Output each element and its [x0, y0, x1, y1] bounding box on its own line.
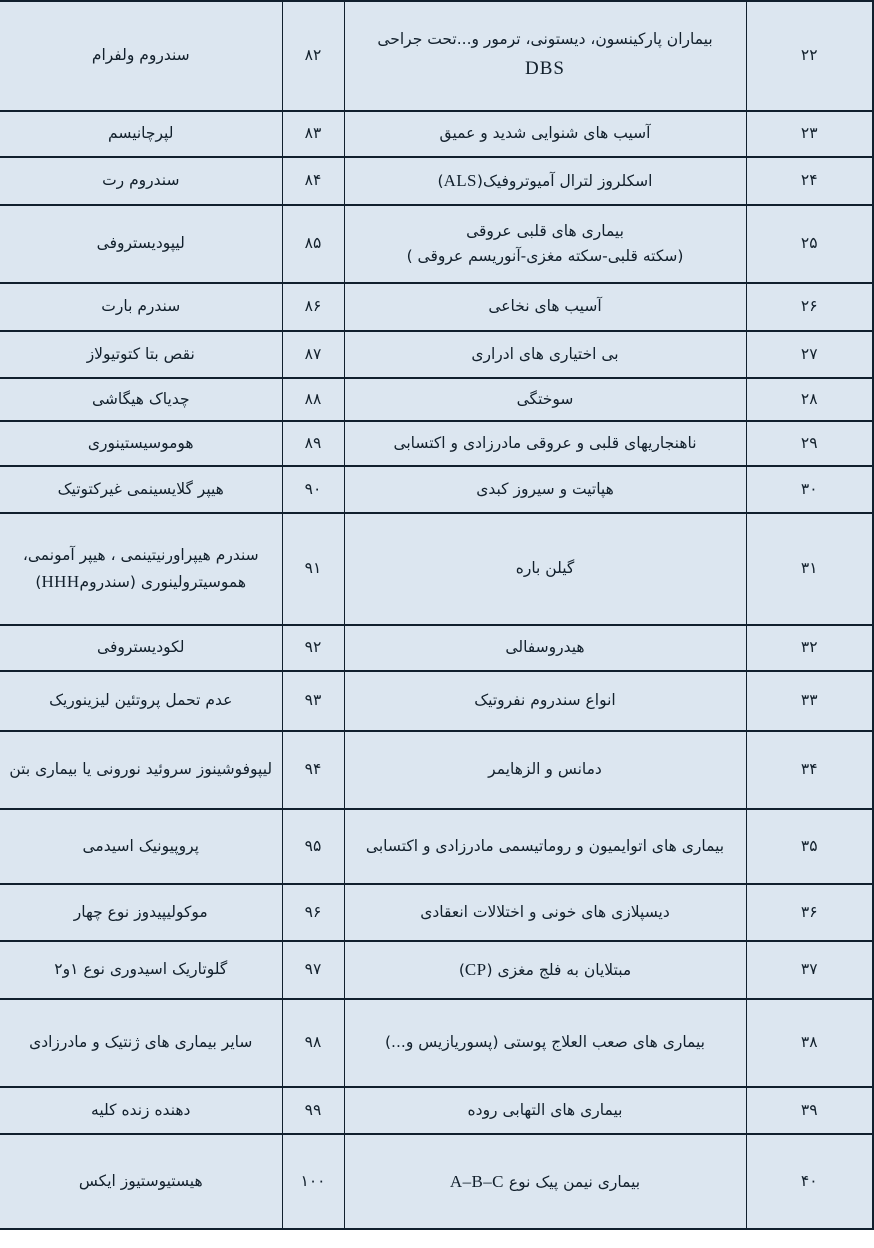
table-row [0, 884, 873, 941]
cell-name-left: چدیاک هیگاشی [0, 378, 282, 421]
cell-name-left: گلوتاریک اسیدوری نوع ۱و۲ [0, 941, 282, 999]
cell-index-right: ۲۶ [746, 283, 873, 331]
cell-name-right: ناهنجاریهای قلبی و عروقی مادرزادی و اکتسابی [344, 421, 746, 466]
table-row [0, 111, 873, 157]
latin-abbreviation: A–B–C [449, 1171, 504, 1191]
cell-name-right: آسیب های شنوایی شدید و عمیق [344, 111, 746, 157]
latin-abbreviation: CP [464, 960, 487, 980]
cell-name-left: دهنده زنده کلیه [0, 1087, 282, 1134]
cell-name-right-line2: (سکته قلبی-سکته مغزی-آنوریسم عروقی ) [406, 247, 684, 265]
table-row [0, 941, 873, 999]
cell-name-left: لکودیستروفی [0, 625, 282, 671]
cell-name-left: لیپودیستروفی [0, 205, 282, 283]
table-row [0, 331, 873, 378]
cell-name-right: آسیب های نخاعی [344, 283, 746, 331]
table-body [0, 1, 873, 1229]
table-row [0, 625, 873, 671]
cell-index-right: ۳۵ [746, 809, 873, 884]
cell-name-left: موکولیپیدوز نوع چهار [0, 884, 282, 941]
cell-index-right: ۳۲ [746, 625, 873, 671]
cell-index-left: ۹۴ [282, 731, 344, 809]
table-row [0, 283, 873, 331]
table-row [0, 513, 873, 625]
latin-abbreviation: HHH [41, 571, 80, 591]
cell-name-left: هیپر گلایسینمی غیرکتوتیک [0, 466, 282, 513]
cell-name-right: بیماری های قلبی عروقی (سکته قلبی-سکته مغزی-آنوریسم عروقی ) [344, 205, 746, 283]
cell-index-left: ۹۹ [282, 1087, 344, 1134]
cell-name-left: سندروم رت [0, 157, 282, 205]
table-row [0, 205, 873, 283]
cell-index-left: ۸۸ [282, 378, 344, 421]
cell-name-right: بیماری های صعب العلاج پوستی (پسوریازیس و...) [344, 999, 746, 1087]
cell-index-left: ۸۷ [282, 331, 344, 378]
table-row [0, 1, 873, 111]
cell-name-left: عدم تحمل پروتئین لیزینوریک [0, 671, 282, 731]
cell-name-left: هیستیوستیوز ایکس [0, 1134, 282, 1229]
cell-index-right: ۳۱ [746, 513, 873, 625]
cell-name-right: گیلن باره [344, 513, 746, 625]
cell-index-left: ۹۳ [282, 671, 344, 731]
cell-index-right: ۳۰ [746, 466, 873, 513]
cell-index-left: ۹۵ [282, 809, 344, 884]
cell-name-right: سوختگی [344, 378, 746, 421]
cell-name-right: هیدروسفالی [344, 625, 746, 671]
cell-index-left: ۸۴ [282, 157, 344, 205]
cell-index-left: ۹۶ [282, 884, 344, 941]
cell-name-left: سندرم هیپراورنیتینمی ، هیپر آمونمی، هموسیترولینوری (سندرومHHH) [0, 513, 282, 625]
cell-name-right: بیماری های اتوایمیون و روماتیسمی مادرزادی و اکتسابی [344, 809, 746, 884]
table-row [0, 999, 873, 1087]
cell-name-right: بی اختیاری های ادراری [344, 331, 746, 378]
table-row [0, 671, 873, 731]
table-row [0, 157, 873, 205]
cell-index-right: ۳۷ [746, 941, 873, 999]
cell-name-right: بیماری نیمن پیک نوع A–B–C [344, 1134, 746, 1229]
cell-index-right: ۳۹ [746, 1087, 873, 1134]
cell-index-left: ۱۰۰ [282, 1134, 344, 1229]
cell-name-right: اسکلروز لترال آمیوتروفیک(ALS) [344, 157, 746, 205]
cell-index-right: ۲۸ [746, 378, 873, 421]
table-row [0, 809, 873, 884]
cell-index-left: ۸۵ [282, 205, 344, 283]
table-row [0, 731, 873, 809]
cell-name-right: دمانس و الزهایمر [344, 731, 746, 809]
cell-name-right: دیسپلازی های خونی و اختلالات انعقادی [344, 884, 746, 941]
cell-index-right: ۲۳ [746, 111, 873, 157]
cell-index-left: ۸۳ [282, 111, 344, 157]
cell-index-left: ۸۶ [282, 283, 344, 331]
cell-index-left: ۹۸ [282, 999, 344, 1087]
cell-index-right: ۳۸ [746, 999, 873, 1087]
cell-name-left: سایر بیماری های ژنتیک و مادرزادی [0, 999, 282, 1087]
cell-name-left: پروپیونیک اسیدمی [0, 809, 282, 884]
cell-index-right: ۲۵ [746, 205, 873, 283]
cell-index-right: ۲۹ [746, 421, 873, 466]
cell-name-right: بیماران پارکینسون، دیستونی، ترمور و...تحت جراحی DBS [344, 1, 746, 111]
cell-index-right: ۳۳ [746, 671, 873, 731]
cell-name-left: هوموسیستینوری [0, 421, 282, 466]
cell-index-left: ۹۷ [282, 941, 344, 999]
cell-name-right: هپاتیت و سیروز کبدی [344, 466, 746, 513]
cell-name-left: لپرچانیسم [0, 111, 282, 157]
cell-index-left: ۸۲ [282, 1, 344, 111]
cell-index-left: ۹۱ [282, 513, 344, 625]
cell-name-left: سندرم بارت [0, 283, 282, 331]
cell-index-right: ۳۶ [746, 884, 873, 941]
cell-name-left: لیپوفوشینوز سروئید نورونی یا بیماری بتن [0, 731, 282, 809]
cell-index-left: ۹۲ [282, 625, 344, 671]
table-row [0, 421, 873, 466]
table-row [0, 466, 873, 513]
cell-name-left: سندروم ولفرام [0, 1, 282, 111]
cell-name-right: انواع سندروم نفروتیک [344, 671, 746, 731]
cell-index-right: ۲۷ [746, 331, 873, 378]
cell-index-right: ۲۴ [746, 157, 873, 205]
cell-index-left: ۹۰ [282, 466, 344, 513]
latin-abbreviation: ALS [443, 171, 477, 191]
latin-procedure-code: DBS [525, 58, 565, 80]
table-row [0, 378, 873, 421]
table-row [0, 1087, 873, 1134]
cell-index-right: ۳۴ [746, 731, 873, 809]
cell-index-right: ۴۰ [746, 1134, 873, 1229]
cell-name-left: نقص بتا کتوتیولاز [0, 331, 282, 378]
cell-name-right: بیماری های التهابی روده [344, 1087, 746, 1134]
cell-index-left: ۸۹ [282, 421, 344, 466]
table-row [0, 1134, 873, 1229]
cell-index-right: ۲۲ [746, 1, 873, 111]
cell-name-right: مبتلایان به فلج مغزی (CP) [344, 941, 746, 999]
